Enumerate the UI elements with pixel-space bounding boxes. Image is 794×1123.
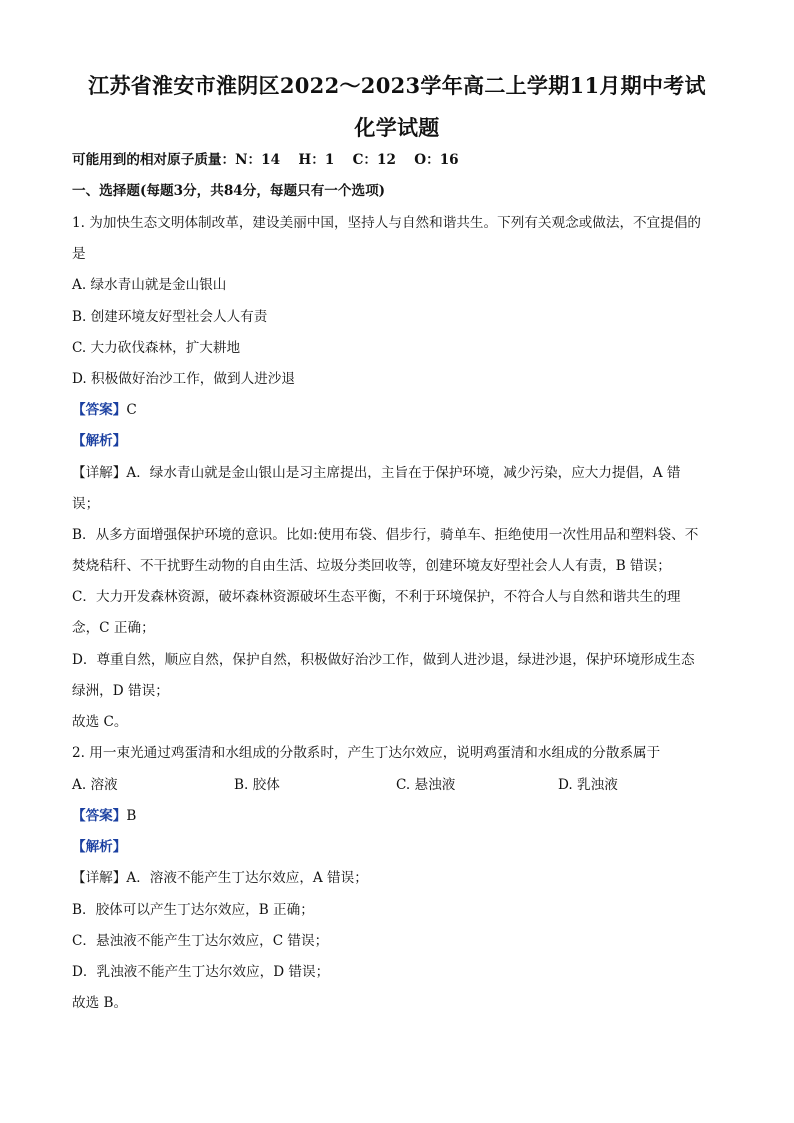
q1-detail-text-1: A．绿水青山就是金山银山是习主席提出，主旨在于保护环境，减少污染，应大力提倡，A 错 <box>126 465 681 481</box>
q1-detail-line-2: 误； <box>72 496 100 512</box>
q2-option-c: C. 悬浊液 <box>396 777 456 793</box>
q1-stem-line1: 1. 为加快生态文明体制改革，建设美丽中国，坚持人与自然和谐共生。下列有关观念或做法，不宜提倡的 <box>72 215 702 231</box>
q2-option-a: A. 溶液 <box>72 777 118 793</box>
q1-detail-line-7: D．尊重自然，顺应自然，保护自然，积极做好治沙工作，做到人进沙退，绿进沙退，保护环境形成生态 <box>72 652 695 668</box>
q1-answer <box>72 400 732 420</box>
q2-answer-tag: 【答案】 <box>72 808 127 824</box>
q2-detail-line-1 <box>72 868 732 888</box>
q1-detail-line-8: 绿洲，D 错误； <box>72 683 169 699</box>
q2-option-d: D. 乳浊液 <box>558 777 618 793</box>
atomic-mass-line: 可能用到的相对原子质量：N：14 H：1 C：12 O：16 <box>72 152 459 168</box>
q2-answer-value: B <box>126 808 137 824</box>
q1-detail-line-1 <box>72 463 732 483</box>
q1-option-d: D. 积极做好治沙工作，做到人进沙退 <box>72 371 295 387</box>
q1-answer-tag: 【答案】 <box>72 402 127 418</box>
exam-title: 江苏省淮安市淮阴区2022～2023学年高二上学期11月期中考试 <box>88 73 706 98</box>
q1-stem-line2: 是 <box>72 246 86 262</box>
q2-detail-line-3: C．悬浊液不能产生丁达尔效应，C 错误； <box>72 933 329 949</box>
q2-conclusion: 故选 B。 <box>72 995 128 1011</box>
q2-analysis-tag: 【解析】 <box>72 839 127 855</box>
q2-analysis-tag-line <box>72 837 732 857</box>
q1-answer-value: C <box>126 402 137 418</box>
q1-conclusion: 故选 C。 <box>72 714 128 730</box>
q1-option-a: A. 绿水青山就是金山银山 <box>72 277 227 293</box>
q1-detail-line-5: C．大力开发森林资源，破坏森林资源破坏生态平衡，不利于环境保护，不符合人与自然和谐共生的理 <box>72 589 681 605</box>
q2-detail-text-1: A．溶液不能产生丁达尔效应，A 错误； <box>126 870 368 886</box>
q1-detail-tag: 【详解】 <box>72 465 127 481</box>
q1-analysis-tag-line <box>72 431 732 451</box>
q2-answer <box>72 806 732 826</box>
q1-option-c: C. 大力砍伐森林，扩大耕地 <box>72 340 241 356</box>
q2-detail-tag: 【详解】 <box>72 870 127 886</box>
q2-option-b: B. 胶体 <box>234 777 280 793</box>
q1-detail-line-6: 念，C 正确； <box>72 620 155 636</box>
q1-option-b: B. 创建环境友好型社会人人有责 <box>72 309 268 325</box>
exam-subtitle: 化学试题 <box>354 115 440 140</box>
q1-detail-line-3: B．从多方面增强保护环境的意识。比如:使用布袋、倡步行，骑单车、拒绝使用一次性用品和塑料袋、不 <box>72 527 699 543</box>
section-heading: 一、选择题(每题3分，共84分，每题只有一个选项) <box>72 183 386 199</box>
q1-detail-line-4: 焚烧秸秆、不干扰野生动物的自由生活、垃圾分类回收等，创建环境友好型社会人人有责，B 错误； <box>72 558 671 574</box>
q2-detail-line-4: D．乳浊液不能产生丁达尔效应，D 错误； <box>72 964 330 980</box>
q2-stem: 2. 用一束光通过鸡蛋清和水组成的分散系时，产生丁达尔效应，说明鸡蛋清和水组成的分散系属于 <box>72 745 661 761</box>
q1-analysis-tag: 【解析】 <box>72 433 127 449</box>
q2-detail-line-2: B．胶体可以产生丁达尔效应，B 正确； <box>72 902 314 918</box>
